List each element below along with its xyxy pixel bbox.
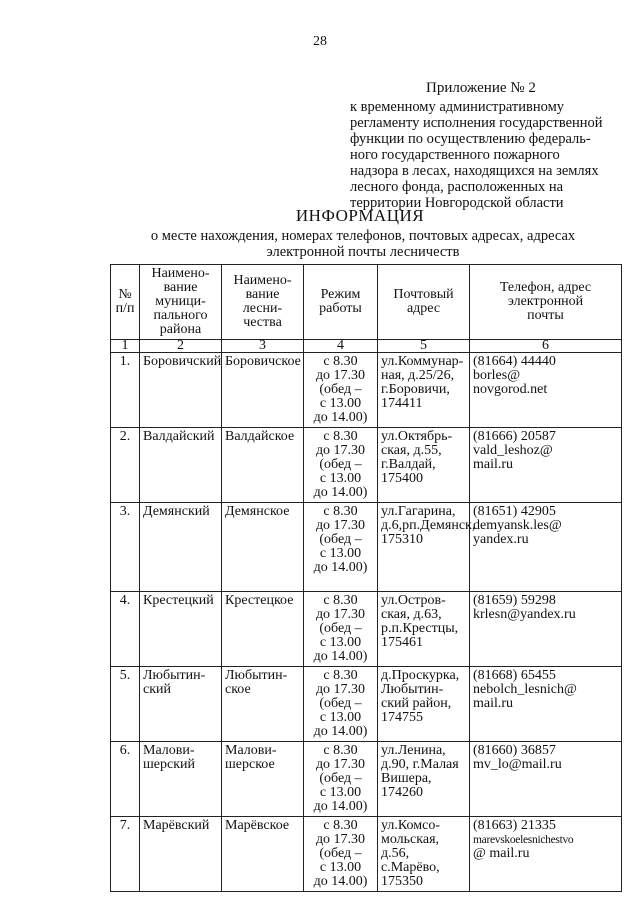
cell-line: Любытин- [381, 682, 444, 697]
cell-line: nebolch_lesnich@ [473, 682, 577, 697]
cell-line: с 8.30 [323, 668, 358, 683]
cell-line: с 13.00 [319, 471, 362, 486]
appendix-text [350, 99, 620, 211]
cell-line: с 8.30 [323, 504, 358, 519]
cell-line: Боровичский [143, 354, 222, 369]
cell-line: с 13.00 [319, 546, 362, 561]
cell-line: до 17.30 [315, 443, 366, 458]
cell-line: ское [225, 682, 251, 697]
cell-line: mail.ru [473, 457, 514, 472]
cell-line: ная, д.25/26, [381, 368, 455, 383]
column-number: 4 [304, 340, 378, 353]
cell-num [111, 428, 140, 503]
cell-forestry [222, 742, 304, 817]
header-schedule [304, 265, 378, 340]
appendix-line: к временному административному [350, 99, 564, 115]
cell-district [140, 428, 222, 503]
appendix-line: регламенту исполнения государственной [350, 115, 603, 131]
header-line: чества [243, 315, 282, 330]
cell-line: ул.Гагарина, [381, 504, 456, 519]
header-line: № [118, 287, 132, 302]
header-line: Наимено- [151, 266, 210, 281]
cell-schedule [304, 503, 378, 592]
cell-line: 175400 [381, 471, 423, 486]
cell-address [378, 503, 476, 592]
cell-line: (обед – [319, 532, 362, 547]
cell-num [111, 667, 140, 742]
appendix-line: надзора в лесах, находящихся на землях [350, 163, 599, 179]
cell-forestry [222, 428, 304, 503]
cell-line: до 17.30 [315, 607, 366, 622]
cell-line: ул.Комсо- [381, 818, 440, 833]
appendix-line: функции по осуществлению федераль- [350, 131, 591, 147]
cell-line: ская, д.55, [381, 443, 442, 458]
cell-contact [470, 817, 622, 892]
cell-line: Демянский [143, 504, 210, 519]
cell-line: с 8.30 [323, 818, 358, 833]
cell-line: 7. [119, 818, 131, 833]
table-row [111, 742, 622, 817]
header-line: Почтовый [393, 287, 454, 302]
header-line: района [159, 322, 202, 337]
header-forestry [222, 265, 304, 340]
table-row [111, 817, 622, 892]
cell-line: до 14.00) [313, 485, 368, 500]
table-row [111, 503, 622, 592]
cell-address [378, 742, 470, 817]
cell-line: yandex.ru [473, 532, 529, 547]
cell-line: Вишера, [381, 771, 432, 786]
cell-line: 3. [119, 504, 131, 519]
cell-district [140, 817, 222, 892]
cell-line: до 14.00) [313, 724, 368, 739]
column-number: 1 [111, 340, 140, 353]
cell-forestry [222, 817, 304, 892]
header-num [111, 265, 140, 340]
cell-line: с 8.30 [323, 593, 358, 608]
header-line: вание [163, 280, 198, 295]
cell-line: Малови- [143, 743, 195, 758]
header-line: Наимено- [233, 273, 292, 288]
cell-line: до 14.00) [313, 410, 368, 425]
cell-line: (обед – [319, 621, 362, 636]
cell-num [111, 742, 140, 817]
appendix-line: лесного фонда, расположенных на [350, 179, 564, 195]
cell-line: Валдайское [225, 429, 295, 444]
cell-schedule [304, 742, 378, 817]
cell-line: до 14.00) [313, 799, 368, 814]
cell-line: Боровичское [225, 354, 301, 369]
cell-line: Крестецкий [143, 593, 214, 608]
cell-forestry [222, 503, 304, 592]
cell-schedule [304, 592, 378, 667]
cell-address [378, 817, 470, 892]
cell-line: (81666) 20587 [473, 429, 556, 444]
cell-line: Марёвское [225, 818, 290, 833]
cell-contact [470, 353, 622, 428]
cell-address [378, 428, 470, 503]
column-number: 6 [470, 340, 622, 353]
cell-line: ул.Ленина, [381, 743, 446, 758]
cell-line: с 13.00 [319, 860, 362, 875]
cell-line: (обед – [319, 457, 362, 472]
cell-line: ский район, [381, 696, 452, 711]
header-line: работы [319, 301, 362, 316]
cell-line: Валдайский [143, 429, 215, 444]
cell-contact [470, 667, 622, 742]
cell-num [111, 592, 140, 667]
table-row [111, 428, 622, 503]
cell-schedule [304, 667, 378, 742]
cell-line: Любытин- [143, 668, 206, 683]
cell-line: 174411 [381, 396, 423, 411]
appendix-title: Приложение № 2 [426, 80, 536, 96]
cell-district [140, 592, 222, 667]
info-title: ИНФОРМАЦИЯ [295, 206, 425, 225]
cell-district [140, 503, 222, 592]
cell-line: demyansk.les@ [473, 518, 562, 533]
cell-district [140, 742, 222, 817]
cell-line: 1. [119, 354, 131, 369]
cell-line: с 8.30 [323, 354, 358, 369]
cell-line: 5. [119, 668, 131, 683]
cell-line: с 8.30 [323, 743, 358, 758]
cell-line: г.Боровичи, [381, 382, 450, 397]
cell-line: Любытин- [225, 668, 288, 683]
header-contact [470, 265, 622, 340]
cell-num [111, 503, 140, 592]
cell-line: ская, д.63, [381, 607, 442, 622]
cell-line: borles@ [473, 368, 521, 383]
table-row [111, 667, 622, 742]
cell-address [378, 592, 470, 667]
header-line: адрес [406, 301, 441, 316]
info-subtitle-line: о месте нахождения, номерах телефонов, почтовых адресах, адресах [150, 228, 576, 244]
cell-line: Марёвский [143, 818, 210, 833]
cell-line: ул.Остров- [381, 593, 446, 608]
column-number: 2 [140, 340, 222, 353]
table-header-row [111, 265, 622, 340]
cell-line: ский [143, 682, 171, 697]
cell-line: 174260 [381, 785, 423, 800]
cell-line: (81663) 21335 [473, 818, 556, 833]
cell-line: шерское [225, 757, 275, 772]
appendix-line: ного государственного пожарного [350, 147, 560, 163]
cell-address [378, 353, 470, 428]
cell-line: 4. [119, 593, 131, 608]
cell-district [140, 353, 222, 428]
header-line: Телефон, адрес [499, 280, 592, 295]
cell-line: с 13.00 [319, 396, 362, 411]
cell-line: до 14.00) [313, 649, 368, 664]
cell-line: с 13.00 [319, 710, 362, 725]
header-line: п/п [115, 301, 135, 316]
cell-contact [470, 592, 622, 667]
table-row [111, 353, 622, 428]
cell-line: 2. [119, 429, 131, 444]
cell-line: до 14.00) [313, 874, 368, 889]
cell-line: 174755 [381, 710, 423, 725]
cell-line: до 14.00) [313, 560, 368, 575]
cell-line: г.Валдай, [381, 457, 436, 472]
cell-line: novgorod.net [473, 382, 548, 397]
cell-line: Демянское [225, 504, 290, 519]
cell-schedule [304, 817, 378, 892]
header-line: электронной [507, 294, 584, 309]
cell-line: д.56, с.Марёво, [381, 846, 440, 875]
cell-line: до 17.30 [315, 832, 366, 847]
header-line: пального [153, 308, 208, 323]
column-number-row [111, 340, 622, 353]
column-number: 5 [378, 340, 470, 353]
cell-schedule [304, 428, 378, 503]
cell-line: до 17.30 [315, 518, 366, 533]
cell-line: с 8.30 [323, 429, 358, 444]
cell-line: (обед – [319, 382, 362, 397]
cell-line: д.90, г.Малая [381, 757, 459, 772]
cell-line: (81668) 65455 [473, 668, 556, 683]
cell-line: 175350 [381, 874, 423, 889]
header-line: вание [245, 287, 280, 302]
cell-num [111, 353, 140, 428]
cell-line: 175461 [381, 635, 423, 650]
cell-line: (81651) 42905 [473, 504, 556, 519]
header-line: почты [527, 308, 564, 323]
cell-line: 175310 [381, 532, 423, 547]
cell-line: marevskoelesnichestvo [473, 834, 574, 846]
header-line: лесни- [242, 301, 283, 316]
header-line: муници- [155, 294, 206, 309]
forestry-table [110, 264, 622, 892]
cell-line: vald_leshoz@ [473, 443, 553, 458]
cell-line: 6. [119, 743, 131, 758]
cell-line: ул.Коммунар- [381, 354, 464, 369]
cell-contact [470, 428, 622, 503]
page-number: 28 [313, 34, 327, 49]
header-district [140, 265, 222, 340]
cell-address [378, 667, 470, 742]
cell-num [111, 817, 140, 892]
cell-line: (81664) 44440 [473, 354, 556, 369]
cell-line: krlesn@yandex.ru [473, 607, 576, 622]
cell-line: мольская, [381, 832, 440, 847]
cell-line: (обед – [319, 846, 362, 861]
cell-line: mail.ru [473, 696, 514, 711]
cell-line: до 17.30 [315, 682, 366, 697]
cell-line: до 17.30 [315, 368, 366, 383]
cell-forestry [222, 667, 304, 742]
cell-line: Малови- [225, 743, 277, 758]
cell-line: до 17.30 [315, 757, 366, 772]
cell-line: шерский [143, 757, 195, 772]
info-subtitle [130, 228, 596, 260]
cell-forestry [222, 592, 304, 667]
cell-district [140, 667, 222, 742]
table-row [111, 592, 622, 667]
header-line: Режим [320, 287, 361, 302]
cell-line: с 13.00 [319, 635, 362, 650]
cell-line: (81659) 59298 [473, 593, 556, 608]
cell-line: р.п.Крестцы, [381, 621, 459, 636]
cell-contact [470, 742, 622, 817]
cell-line: (81660) 36857 [473, 743, 556, 758]
cell-line: Крестецкое [225, 593, 294, 608]
cell-line: ул.Октябрь- [381, 429, 453, 444]
cell-line: mv_lo@mail.ru [473, 757, 562, 772]
column-number: 3 [222, 340, 304, 353]
appendix-line: территории Новгородской области [350, 195, 564, 211]
cell-contact [470, 503, 622, 592]
cell-line: д.6,рп.Демянск, [381, 518, 476, 533]
cell-line: (обед – [319, 771, 362, 786]
cell-line: @ mail.ru [473, 846, 530, 861]
cell-line: с 13.00 [319, 785, 362, 800]
cell-line: (обед – [319, 696, 362, 711]
header-address [378, 265, 470, 340]
cell-forestry [222, 353, 304, 428]
cell-line: д.Проскурка, [381, 668, 460, 683]
cell-schedule [304, 353, 378, 428]
info-subtitle-line: электронной почты лесничеств [266, 244, 460, 260]
